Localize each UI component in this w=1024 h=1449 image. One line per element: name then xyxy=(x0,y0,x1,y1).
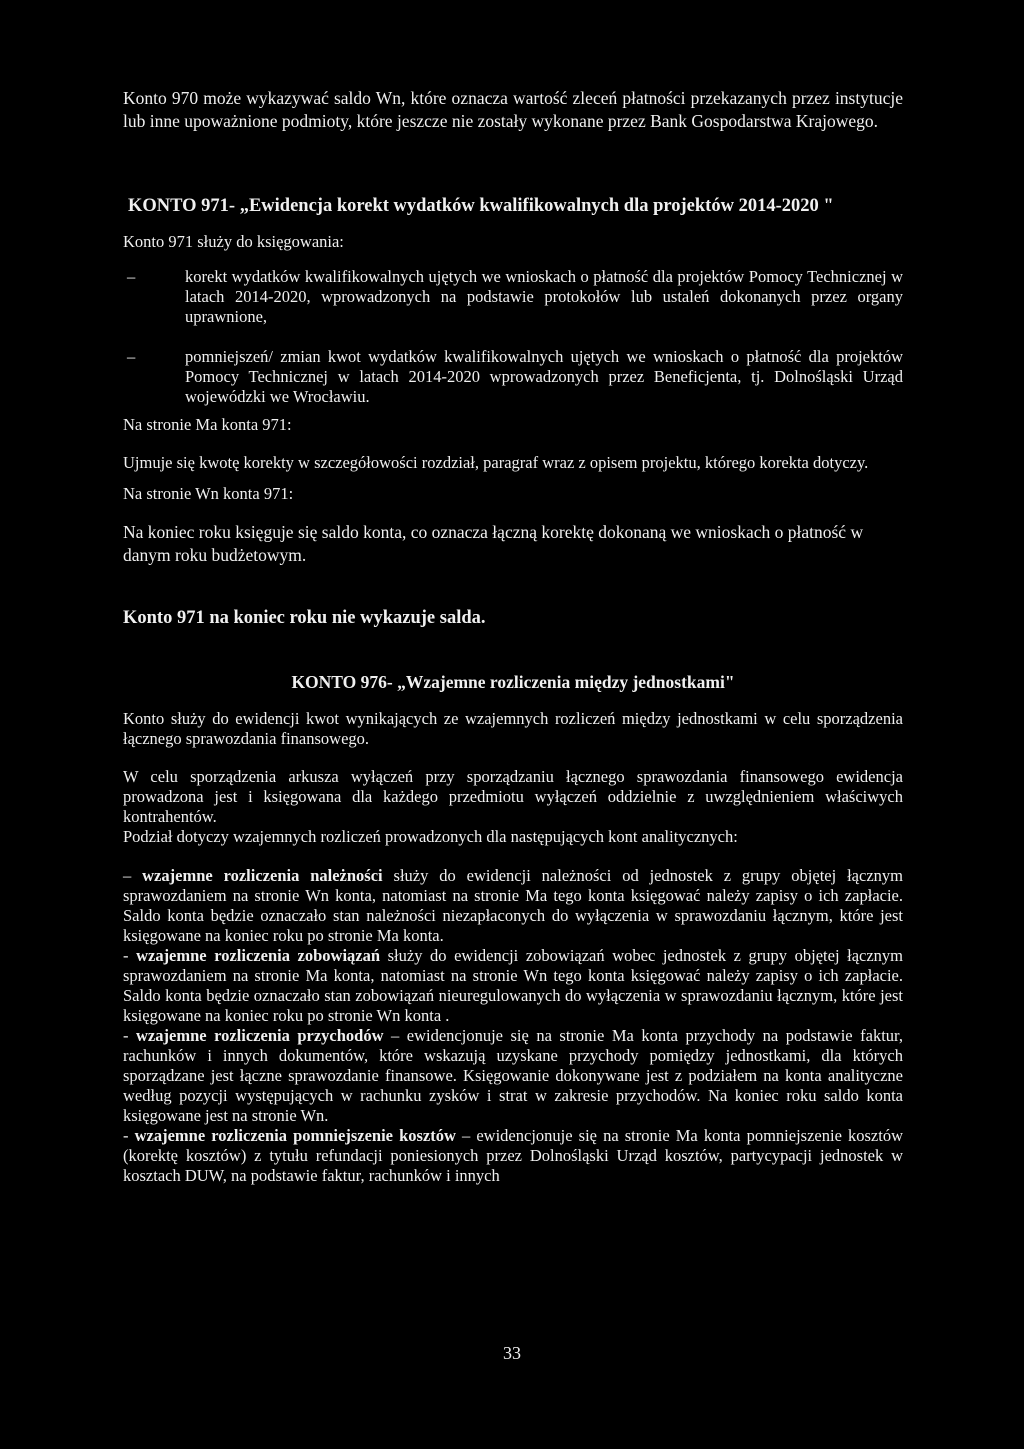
intro-paragraph: Konto 970 może wykazywać saldo Wn, które oznacza wartość zleceń płatności przekazanych przez instytucje lub inne upoważnione podmioty, które jeszcze nie zostały wykonane przez Bank Gospodarstwa Krajowego. xyxy=(123,88,903,131)
item-text: – ewidencjonuje się na stronie Ma konta przychody na podstawie faktur, rachunków i innych dokumentów, które wskazują uzyskane przychody pomiędzy jednostkami, dla których sporządzane jest łączne sprawozdanie finansowe. Księgowanie dokonywane jest z podziałem na konta analityczne według pozycji występujących w rachunku zysków i strat w zakresie przychodów. Na koniec roku saldo konta księgowane jest na stronie Wn. xyxy=(123,1026,904,1125)
item-prefix: - xyxy=(123,1126,135,1145)
konto-971-item-2-text: pomniejszeń/ zmian kwot wydatków kwalifikowalnych ujętych we wnioskach o płatność dla projektów Pomocy Technicznej w latach 2014-2020 wprowadzonych przez Beneficjenta, tj. Dolnośląski Urząd wojewódzki we Wrocławiu. xyxy=(185,347,903,406)
item-text: służy do ewidencji zobowiązań wobec jednostek z grupy objętej łącznym sprawozdaniem na stronie Ma konta, natomiast na stronie Wn tego konta księgować należy zapisy o ich zapłacie. Saldo konta będzie oznaczało stan zobowiązań nieuregulowanych do wyłączenia w sprawozdaniu łącznym, które jest księgowane na koniec roku po stronie Wn konta . xyxy=(123,946,903,1025)
dash-marker: – xyxy=(127,347,136,366)
item-term: wzajemne rozliczenia zobowiązań xyxy=(136,946,381,965)
item-text: służy do ewidencji należności od jednostek z grupy objętej łącznym sprawozdaniem na stronie Wn konta, natomiast na stronie Ma tego konta księgować należy zapisy o ich zapłacie. Saldo konta będzie oznaczało stan należności niezapłaconych do wyłączenia w sprawozdaniu łącznym, które jest księgowane na koniec roku po stronie Ma konta. xyxy=(123,866,903,945)
item-term: wzajemne rozliczenia należności xyxy=(142,866,383,885)
konto-971-ma-text: Ujmuje się kwotę korekty w szczegółowości rozdział, paragraf wraz z opisem projektu, którego korekta dotyczy. xyxy=(123,453,869,472)
item-prefix: - xyxy=(123,1026,137,1045)
konto-971-heading: KONTO 971- „Ewidencja korekt wydatków kwalifikowalnych dla projektów 2014-2020 " xyxy=(128,196,834,216)
konto-976-list xyxy=(123,866,903,1186)
list-item-przychodow xyxy=(123,1026,903,1126)
konto-976-paragraph-3: Podział dotyczy wzajemnych rozliczeń prowadzonych dla następujących kont analitycznych: xyxy=(123,827,738,846)
konto-971-item-1-text: korekt wydatków kwalifikowalnych ujętych we wnioskach o płatność dla projektów Pomocy Technicznej w latach 2014-2020, wprowadzonych na podstawie protokołów lub ustaleń dokonanych przez organy uprawnione, xyxy=(185,267,903,326)
konto-971-wn-label: Na stronie Wn konta 971: xyxy=(123,484,294,503)
list-item-pomniejszenie-kosztow xyxy=(123,1126,903,1186)
konto-971-item-1 xyxy=(123,267,903,327)
dash-marker: – xyxy=(127,267,136,286)
konto-976-heading: KONTO 976- „Wzajemne rozliczenia między jednostkami" xyxy=(291,672,735,692)
list-item-naleznosci xyxy=(123,866,903,946)
konto-971-purpose: Konto 971 służy do księgowania: xyxy=(123,232,344,251)
konto-976-paragraph-2: W celu sporządzenia arkusza wyłączeń przy sporządzaniu łącznego sprawozdania finansowego ewidencja prowadzona jest i księgowana dla każdego przedmiotu wyłączeń oddzielnie z uwzględnieniem właściwych kontrahentów. xyxy=(123,767,903,826)
list-item-zobowiazan xyxy=(123,946,903,1026)
item-text: – ewidencjonuje się na stronie Ma konta pomniejszenie kosztów (korektę kosztów) z tytułu refundacji poniesionych przez Dolnośląski Urząd kosztów, partycypacji jednostek w kosztach DUW, na podstawie faktur, rachunków i innych xyxy=(123,1126,903,1185)
konto-971-wn-text: Na koniec roku księguje się saldo konta, co oznacza łączną korektę dokonaną we wnioskach o płatność w danym roku budżetowym. xyxy=(123,522,864,565)
konto-971-ma-label: Na stronie Ma konta 971: xyxy=(123,415,292,434)
item-prefix: – xyxy=(123,866,143,885)
item-term: wzajemne rozliczenia przychodów xyxy=(136,1026,384,1045)
konto-971-closing: Konto 971 na koniec roku nie wykazuje salda. xyxy=(123,608,486,628)
item-prefix: - xyxy=(123,946,137,965)
document-page xyxy=(123,87,903,1186)
page-number: 33 xyxy=(503,1343,521,1363)
konto-971-item-2 xyxy=(123,347,903,407)
item-term: wzajemne rozliczenia pomniejszenie kosztów xyxy=(134,1126,456,1145)
konto-976-paragraph-1: Konto służy do ewidencji kwot wynikających ze wzajemnych rozliczeń między jednostkami w celu sporządzenia łącznego sprawozdania finansowego. xyxy=(123,709,903,748)
